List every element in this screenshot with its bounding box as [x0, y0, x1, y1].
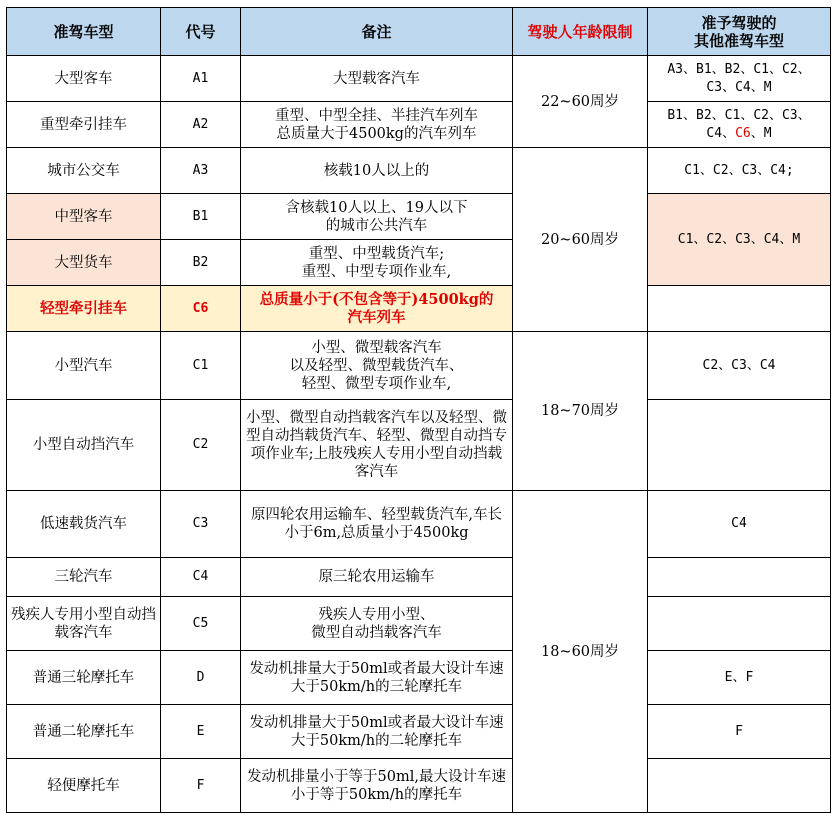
vehicle-type: 大型客车: [7, 56, 161, 102]
class-code: C4: [161, 558, 241, 597]
header-note: 备注: [241, 8, 513, 56]
note-line1: 小型、微型载客汽车: [311, 339, 442, 356]
class-code: A2: [161, 102, 241, 148]
age-limit: 18~70周岁: [513, 332, 648, 491]
class-code: C3: [161, 491, 241, 558]
vehicle-type: 城市公交车: [7, 148, 161, 194]
table-row: [7, 332, 831, 400]
class-note: 核载10人以上的: [241, 148, 513, 194]
table-row: [7, 400, 831, 491]
class-code: B2: [161, 240, 241, 286]
header-allow-line1: 准予驾驶的: [701, 13, 777, 32]
class-code: C2: [161, 400, 241, 491]
table-row: [7, 759, 831, 813]
table-row: [7, 194, 831, 240]
class-note: 发动机排量大于50ml或者最大设计车速大于50km/h的二轮摩托车: [241, 705, 513, 759]
class-note: [241, 286, 513, 332]
note-line2: 微型自动挡载客汽车: [311, 624, 442, 641]
class-note: [241, 102, 513, 148]
header-row: [7, 8, 831, 56]
vehicle-type: 三轮汽车: [7, 558, 161, 597]
class-code: E: [161, 705, 241, 759]
allowed-classes: C1、C2、C3、C4、M: [648, 194, 831, 286]
table-row: [7, 597, 831, 651]
age-limit: 22~60周岁: [513, 56, 648, 148]
class-note: 大型载客汽车: [241, 56, 513, 102]
age-limit: 18~60周岁: [513, 491, 648, 813]
class-code: B1: [161, 194, 241, 240]
license-class-table: [6, 7, 831, 813]
allowed-classes: C4: [648, 491, 831, 558]
class-note: 原四轮农用运输车、轻型载货汽车,车长小于6m,总质量小于4500kg: [241, 491, 513, 558]
table-row: [7, 705, 831, 759]
vehicle-type: 普通二轮摩托车: [7, 705, 161, 759]
vehicle-type: 轻型牵引挂车: [7, 286, 161, 332]
vehicle-type: 重型牵引挂车: [7, 102, 161, 148]
vehicle-type: 大型货车: [7, 240, 161, 286]
header-allow: [648, 8, 831, 56]
class-code: D: [161, 651, 241, 705]
table-row: [7, 491, 831, 558]
table-row: [7, 102, 831, 148]
class-note: 发动机排量小于等于50ml,最大设计车速小于等于50km/h的摩托车: [241, 759, 513, 813]
note-line2: 以及轻型、微型载货汽车、: [289, 357, 464, 374]
class-note: 原三轮农用运输车: [241, 558, 513, 597]
allowed-classes: [648, 400, 831, 491]
allowed-classes: A3、B1、B2、C1、C2、 C3、C4、M: [648, 56, 831, 102]
allowed-classes: C2、C3、C4: [648, 332, 831, 400]
note-line1: 含核载10人以上、19人以下: [285, 199, 468, 216]
allowed-classes: [648, 558, 831, 597]
vehicle-type: 中型客车: [7, 194, 161, 240]
note-line1: 重型、中型载货汽车;: [308, 245, 445, 262]
class-note: [241, 332, 513, 400]
vehicle-type: 普通三轮摩托车: [7, 651, 161, 705]
note-line2: 的城市公共汽车: [325, 217, 428, 234]
table-row: [7, 286, 831, 332]
allowed-classes: C1、C2、C3、C4;: [648, 148, 831, 194]
allowed-classes: [648, 759, 831, 813]
table-row: [7, 56, 831, 102]
allowed-classes: E、F: [648, 651, 831, 705]
note-line2: 重型、中型专项作业车,: [301, 263, 452, 280]
class-note: 小型、微型自动挡载客汽车以及轻型、微型自动挡载货汽车、轻型、微型自动挡专项作业车;上肢残疾人专用小型自动挡载客汽车: [241, 400, 513, 491]
table-row: [7, 148, 831, 194]
allowed-classes: [648, 597, 831, 651]
vehicle-type: 轻便摩托车: [7, 759, 161, 813]
allowed-classes: [648, 286, 831, 332]
note-line1: 残疾人专用小型、: [318, 606, 435, 623]
vehicle-type: 小型自动挡汽车: [7, 400, 161, 491]
class-note: 发动机排量大于50ml或者最大设计车速大于50km/h的三轮摩托车: [241, 651, 513, 705]
class-code: C5: [161, 597, 241, 651]
note-line2: 汽车列车: [347, 308, 406, 326]
header-allow-line2: 其他准驾车型: [693, 31, 784, 50]
vehicle-type: 残疾人专用小型自动挡载客汽车: [7, 597, 161, 651]
class-code: A1: [161, 56, 241, 102]
allowed-classes: B1、B2、C1、C2、C3、 C4、C6、M: [648, 102, 831, 148]
note-line3: 轻型、微型专项作业车,: [301, 375, 452, 392]
note-line1: 重型、中型全挂、半挂汽车列车: [275, 107, 478, 124]
note-line2: 总质量大于4500kg的汽车列车: [276, 125, 477, 142]
table-row: [7, 651, 831, 705]
class-code: A3: [161, 148, 241, 194]
class-code: F: [161, 759, 241, 813]
class-code: C6: [161, 286, 241, 332]
allowed-classes: F: [648, 705, 831, 759]
vehicle-type: 低速载货汽车: [7, 491, 161, 558]
header-code: 代号: [161, 8, 241, 56]
class-code: C1: [161, 332, 241, 400]
header-type: 准驾车型: [7, 8, 161, 56]
class-note: [241, 597, 513, 651]
header-age: 驾驶人年龄限制: [513, 8, 648, 56]
vehicle-type: 小型汽车: [7, 332, 161, 400]
note-line1: 总质量小于(不包含等于)4500kg的: [259, 290, 494, 308]
table-row: [7, 558, 831, 597]
age-limit: 20~60周岁: [513, 148, 648, 332]
class-note: [241, 194, 513, 240]
class-note: [241, 240, 513, 286]
